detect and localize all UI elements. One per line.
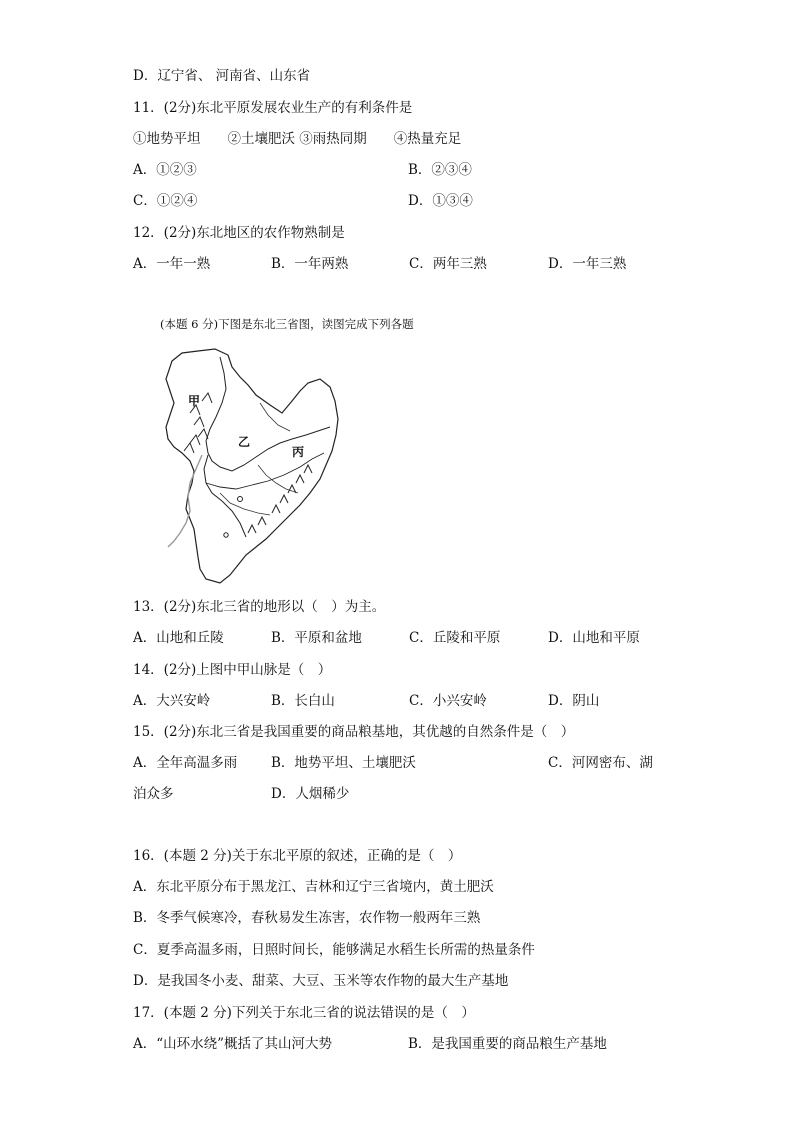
q13-option-a[interactable]: A．山地和丘陵 bbox=[133, 630, 224, 646]
map-label-jia: 甲 bbox=[188, 394, 201, 408]
q11-option-a[interactable]: A．①②③ bbox=[133, 162, 197, 178]
q14-stem: 14．(2分)上图中甲山脉是（ ） bbox=[133, 662, 332, 678]
q16-stem: 16．(本题 2 分)关于东北平原的叙述，正确的是（ ） bbox=[133, 848, 462, 864]
q13-option-d[interactable]: D．山地和平原 bbox=[548, 630, 640, 646]
q17-stem: 17．(本题 2 分)下列关于东北三省的说法错误的是（ ） bbox=[133, 1005, 475, 1021]
q12-option-c[interactable]: C．两年三熟 bbox=[409, 256, 487, 272]
q11-option-b[interactable]: B．②③④ bbox=[408, 162, 472, 178]
q12-option-b[interactable]: B．一年两熟 bbox=[271, 256, 349, 272]
q17-option-a[interactable]: A．“山环水绕”概括了其山河大势 bbox=[133, 1036, 333, 1052]
q12-option-d[interactable]: D．一年三熟 bbox=[548, 256, 627, 272]
group-caption: (本题 6 分)下图是东北三省图，读图完成下列各题 bbox=[160, 317, 414, 331]
map-label-yi: 乙 bbox=[238, 435, 251, 449]
q12-option-a[interactable]: A．一年一熟 bbox=[133, 256, 211, 272]
q14-option-c[interactable]: C．小兴安岭 bbox=[409, 693, 487, 709]
q15-option-a[interactable]: A．全年高温多雨 bbox=[133, 755, 238, 771]
q14-option-b[interactable]: B．长白山 bbox=[271, 693, 335, 709]
q16-option-a[interactable]: A．东北平原分布于黑龙江、吉林和辽宁三省境内，黄土肥沃 bbox=[133, 879, 494, 895]
q13-stem: 13．(2分)东北三省的地形以（ ）为主。 bbox=[133, 599, 386, 615]
q11-items: ①地势平坦 ②土壤肥沃 ③雨热同期 ④热量充足 bbox=[133, 131, 462, 147]
q15-option-c[interactable]: C．河网密布、湖 bbox=[548, 755, 653, 771]
q15-option-c-continued[interactable]: 泊众多 bbox=[133, 786, 174, 802]
map-label-bing: 丙 bbox=[292, 445, 305, 459]
q15-option-b[interactable]: B．地势平坦、土壤肥沃 bbox=[271, 755, 416, 771]
q10-option-d[interactable]: D．辽宁省、 河南省、山东省 bbox=[133, 68, 311, 84]
q11-option-d[interactable]: D．①③④ bbox=[408, 193, 473, 209]
q16-option-c[interactable]: C．夏季高温多雨，日照时间长，能够满足水稻生长所需的热量条件 bbox=[133, 942, 535, 958]
q12-stem: 12．(2分)东北地区的农作物熟制是 bbox=[133, 225, 345, 241]
q16-option-b[interactable]: B．冬季气候寒冷，春秋易发生冻害，农作物一般两年三熟 bbox=[133, 910, 481, 926]
q11-stem: 11．(2分)东北平原发展农业生产的有利条件是 bbox=[133, 100, 413, 116]
q13-option-b[interactable]: B．平原和盆地 bbox=[271, 630, 362, 646]
q16-option-d[interactable]: D．是我国冬小麦、甜菜、大豆、玉米等农作物的最大生产基地 bbox=[133, 973, 509, 989]
q15-stem: 15．(2分)东北三省是我国重要的商品粮基地，其优越的自然条件是（ ） bbox=[133, 724, 575, 740]
q13-option-c[interactable]: C．丘陵和平原 bbox=[409, 630, 501, 646]
q14-option-a[interactable]: A．大兴安岭 bbox=[133, 693, 211, 709]
q11-option-c[interactable]: C．①②④ bbox=[133, 193, 198, 209]
q14-option-d[interactable]: D．阴山 bbox=[548, 693, 600, 709]
q17-option-b[interactable]: B．是我国重要的商品粮生产基地 bbox=[408, 1036, 607, 1052]
q15-option-d[interactable]: D．人烟稀少 bbox=[271, 786, 350, 802]
northeast-map bbox=[160, 343, 345, 588]
